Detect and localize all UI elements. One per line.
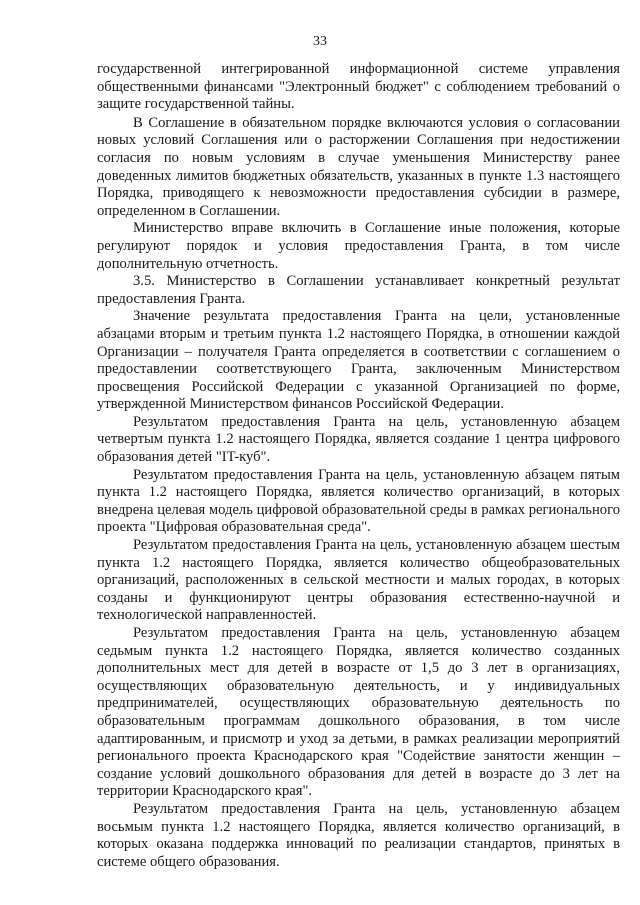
paragraph-additional-provisions: Министерство вправе включить в Соглашение иные положения, которые регулируют порядок и условия предоставления Гранта, в том числе дополнительную отчетность. [97,220,620,272]
document-body [97,61,620,871]
paragraph-agreement-conditions: В Соглашение в обязательном порядке включаются условия о согласовании новых условий Соглашения или о расторжении Соглашения при недостижении согласия по новым условиям в случае уменьшения Министерству ранее доведенных лимитов бюджетных обязательств, указанных в пункте 1.3 настоящего Порядка, приводящего к невозможности предоставления субсидии в размере, определенном в Соглашении. [97,114,620,219]
paragraph-result-value: Значение результата предоставления Гранта на цели, установленные абзацами вторым и третьим пункта 1.2 настоящего Порядка, в отношении каждой Организации – получателя Гранта определяется в соответствии с соглашением о предоставлении соответствующего Гранта, заключенным Министерством просвещения Российской Федерации с указанной Организацией по форме, утвержденной Министерством финансов Российской Федерации. [97,308,620,413]
paragraph-result-innovation-support: Результатом предоставления Гранта на цель, установленную абзацем восьмым пункта 1.2 настоящего Порядка, является количество организаций, в которых оказана поддержка инноваций по реализации стандартов, принятых в системе общего образования. [97,800,620,870]
page-number: 33 [313,34,327,49]
paragraph-clause-3-5: 3.5. Министерство в Соглашении устанавливает конкретный результат предоставления Гранта. [97,273,620,307]
paragraph-result-preschool-places: Результатом предоставления Гранта на цель, установленную абзацем седьмым пункта 1.2 настоящего Порядка, является количество созданных дополнительных мест для детей в возрасте от 1,5 до 3 лет в организациях, осуществляющих образовательную деятельность, и у индивидуальных предпринимателей, осуществляющих образовательную деятельность по образовательным программам дошкольного образования, в том числе адаптированным, и присмотр и уход за детьми, в рамках реализации мероприятий регионального проекта Краснодарского края "Содействие занятости женщин – создание условий дошкольного образования для детей в возрасте до 3 лет на территории Краснодарского края". [97,625,620,800]
paragraph-result-it-cube: Результатом предоставления Гранта на цель, установленную абзацем четвертым пункта 1.2 настоящего Порядка, является создание 1 центра цифрового образования детей "IT-куб". [97,413,620,466]
paragraph-continuation: государственной интегрированной информационной системе управления общественными финансами "Электронный бюджет" с соблюдением требований о защите государственной тайны. [97,61,620,113]
paragraph-result-digital-environment: Результатом предоставления Гранта на цель, установленную абзацем пятым пункта 1.2 настоящего Порядка, является количество организаций, в которых внедрена целевая модель цифровой образовательной среды в рамках регионального проекта "Цифровая образовательная среда". [97,466,620,536]
paragraph-result-rural-centers: Результатом предоставления Гранта на цель, установленную абзацем шестым пункта 1.2 настоящего Порядка, является количество общеобразовательных организаций, расположенных в сельской местности и малых городах, в которых созданы и функционируют центры образования естественно-научной и технологической направленностей. [97,537,620,624]
